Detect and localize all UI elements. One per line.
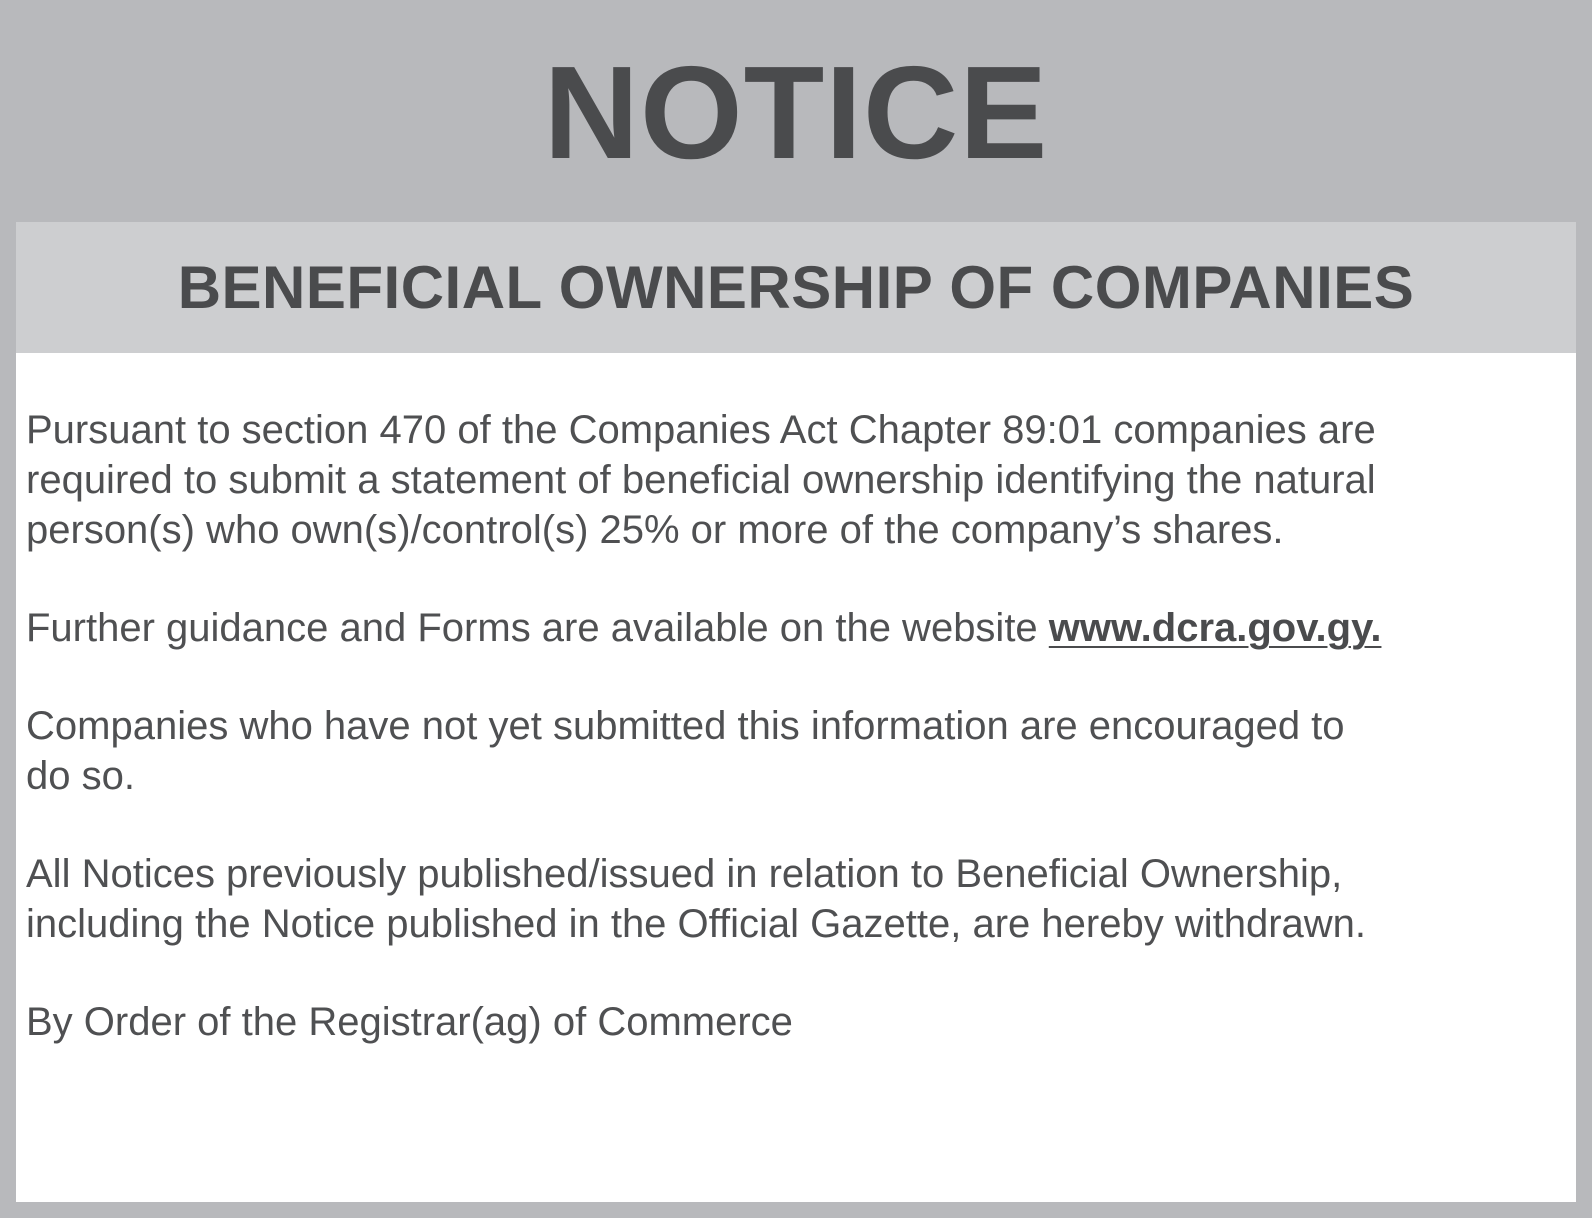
signature-text: By Order of the Registrar(ag) of Commerce: [26, 1000, 793, 1044]
paragraph-withdrawal: [26, 849, 1546, 949]
paragraph-line: [26, 603, 1546, 653]
paragraph-line: person(s) who own(s)/control(s) 25% or more of the company’s shares.: [26, 508, 1284, 552]
subtitle-band: [16, 222, 1576, 353]
signature-line: [26, 997, 1546, 1047]
paragraph-guidance: [26, 603, 1546, 653]
paragraph-requirement: [26, 405, 1546, 555]
paragraph-line: including the Notice published in the Official Gazette, are hereby withdrawn.: [26, 902, 1367, 946]
paragraph-line: All Notices previously published/issued in relation to Beneficial Ownership,: [26, 852, 1343, 896]
notice-subtitle: BENEFICIAL OWNERSHIP OF COMPANIES: [177, 254, 1415, 321]
notice-panel: [16, 222, 1576, 1202]
website-link[interactable]: www.dcra.gov.gy.: [1048, 606, 1382, 650]
paragraph-line: do so.: [26, 754, 135, 798]
notice-body: [16, 353, 1576, 1047]
notice-title: NOTICE: [543, 39, 1049, 186]
paragraph-line: Companies who have not yet submitted this information are encouraged to: [26, 704, 1345, 748]
guidance-text: Further guidance and Forms are available on the website: [26, 606, 1049, 650]
paragraph-line: required to submit a statement of beneficial ownership identifying the natural: [26, 458, 1376, 502]
paragraph-encouragement: [26, 701, 1546, 801]
paragraph-line: Pursuant to section 470 of the Companies Act Chapter 89:01 companies are: [26, 408, 1376, 452]
